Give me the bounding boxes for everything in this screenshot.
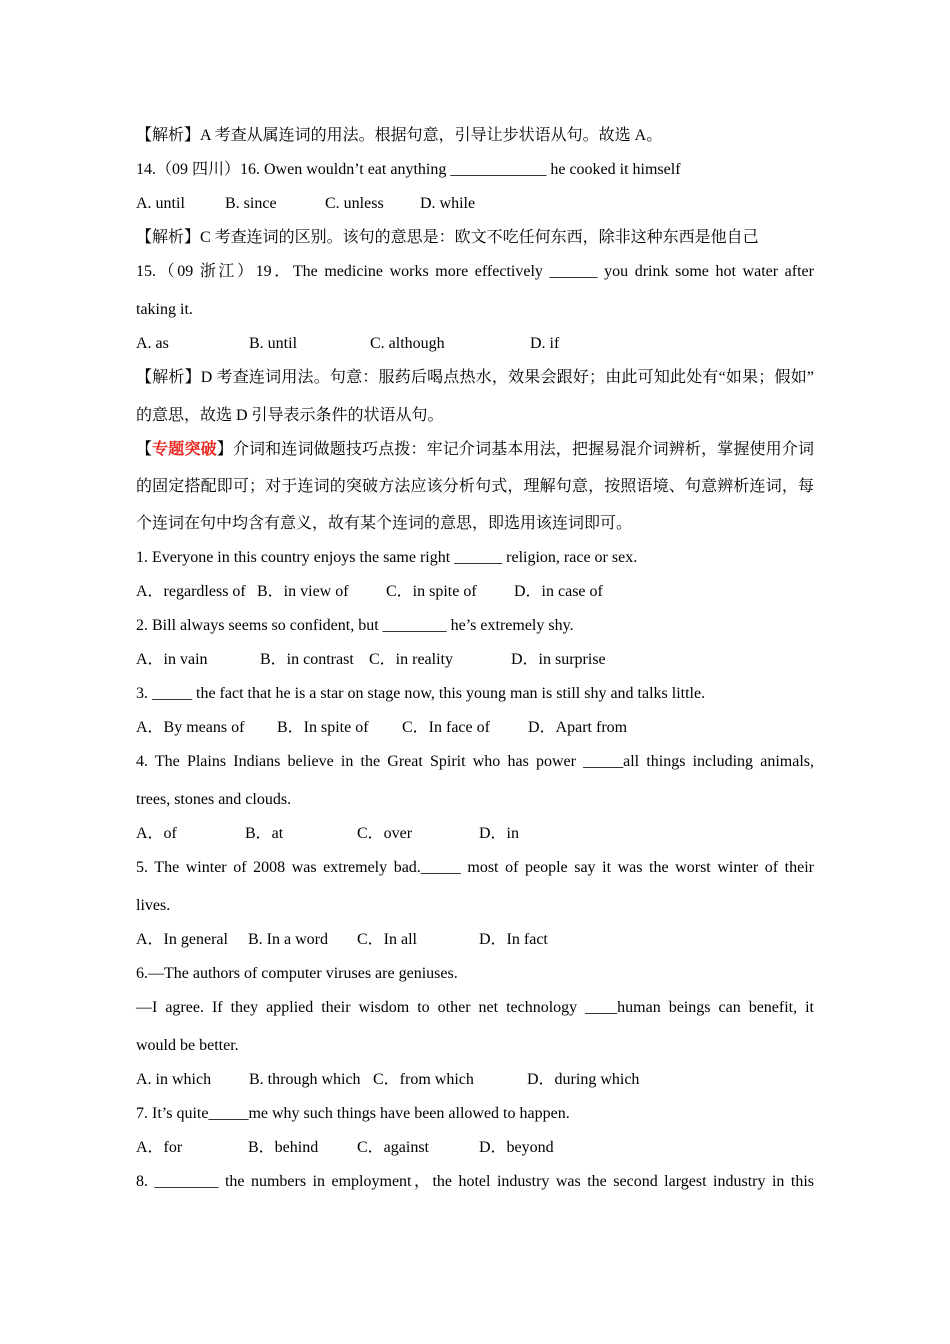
exercise-4: 4. The Plains Indians believe in the Great Spirit who has power _____all things including animals,: [136, 753, 814, 770]
option-c: C. unless: [325, 195, 384, 212]
exercise-6-cont: would be better.: [136, 1037, 239, 1054]
option-b: B．at: [245, 825, 284, 842]
option-b: B. In a word: [248, 931, 328, 948]
option-a: A．in vain: [136, 651, 208, 668]
topic-breakthrough-text: 】介词和连词做题技巧点拨：牢记介词基本用法，把握易混介词辨析，掌握使用介词: [216, 441, 814, 458]
exercise-5-cont: lives.: [136, 897, 171, 914]
option-b: B. through which: [249, 1071, 361, 1088]
option-a: A．for: [136, 1139, 183, 1156]
analysis-15-cont: 的意思，故选 D 引导表示条件的状语从句。: [136, 407, 444, 424]
option-b: B. until: [249, 335, 298, 352]
topic-breakthrough: [136, 440, 814, 460]
option-a: A．By means of: [136, 719, 245, 736]
option-a: A．of: [136, 825, 177, 842]
exercise-3: 3. _____ the fact that he is a star on stage now, this young man is still shy and talks little.: [136, 685, 706, 702]
analysis-13: 【解析】A 考查从属连词的用法。根据句意，引导让步状语从句。故选 A。: [136, 127, 663, 144]
question-14: 14.（09 四川）16. Owen wouldn’t eat anything ____________ he cooked it himself: [136, 161, 681, 178]
option-d: D．In fact: [479, 931, 548, 948]
exercise-5: 5. The winter of 2008 was extremely bad._____ most of people say it was the worst winter of their: [136, 859, 814, 876]
option-d: D．in surprise: [511, 651, 606, 668]
exercise-4-cont: trees, stones and clouds.: [136, 791, 292, 808]
option-c: C．in spite of: [386, 583, 477, 600]
option-d: D．in case of: [514, 583, 603, 600]
option-d: D．Apart from: [528, 719, 628, 736]
option-c: C．against: [357, 1139, 429, 1156]
analysis-15: 【解析】D 考查连词用法。句意：服药后喝点热水，效果会跟好；由此可知此处有“如果；假如”: [136, 369, 814, 386]
option-c: C．In face of: [402, 719, 490, 736]
option-c: C．over: [357, 825, 413, 842]
exercise-8: 8. ________ the numbers in employment，the hotel industry was the second largest industry in this: [136, 1173, 814, 1190]
exercise-6-reply: —I agree. If they applied their wisdom to other net technology ____human beings can benefit, it: [136, 999, 814, 1016]
option-b: B．behind: [248, 1139, 319, 1156]
option-c: C. although: [370, 335, 445, 352]
exercise-6: 6.—The authors of computer viruses are geniuses.: [136, 965, 458, 982]
option-a: A. in which: [136, 1071, 212, 1088]
topic-breakthrough-cont-2: 个连词在句中均含有意义，故有某个连词的意思，即选用该连词即可。: [136, 515, 633, 532]
bracket-open: 【: [136, 441, 153, 458]
option-b: B．In spite of: [277, 719, 369, 736]
option-b: B．in contrast: [260, 651, 354, 668]
option-a: A．In general: [136, 931, 228, 948]
question-15: 15.（09 浙江）19．The medicine works more effectively ______ you drink some hot water after: [136, 263, 814, 280]
exercise-7: 7. It’s quite_____me why such things have been allowed to happen.: [136, 1105, 570, 1122]
option-b: B. since: [225, 195, 277, 212]
topic-breakthrough-cont-1: 的固定搭配即可；对于连词的突破方法应该分析句式，理解句意，按照语境、句意辨析连词，每: [136, 478, 814, 495]
analysis-14: 【解析】C 考查连词的区别。该句的意思是：欧文不吃任何东西，除非这种东西是他自己: [136, 229, 759, 246]
option-a: A．regardless of: [136, 583, 246, 600]
option-b: B．in view of: [257, 583, 349, 600]
exercise-1: 1. Everyone in this country enjoys the same right ______ religion, race or sex.: [136, 549, 638, 566]
question-15-cont: taking it.: [136, 301, 193, 318]
option-c: C．from which: [373, 1071, 474, 1088]
option-d: D. if: [530, 335, 560, 352]
option-a: A. as: [136, 335, 169, 352]
option-d: D．in: [479, 825, 520, 842]
option-c: C．in reality: [369, 651, 453, 668]
topic-breakthrough-heading: 专题突破: [152, 441, 217, 458]
option-d: D. while: [420, 195, 476, 212]
option-c: C．In all: [357, 931, 417, 948]
option-d: D．beyond: [479, 1139, 554, 1156]
exercise-2: 2. Bill always seems so confident, but ________ he’s extremely shy.: [136, 617, 574, 634]
option-a: A. until: [136, 195, 185, 212]
option-d: D．during which: [527, 1071, 640, 1088]
